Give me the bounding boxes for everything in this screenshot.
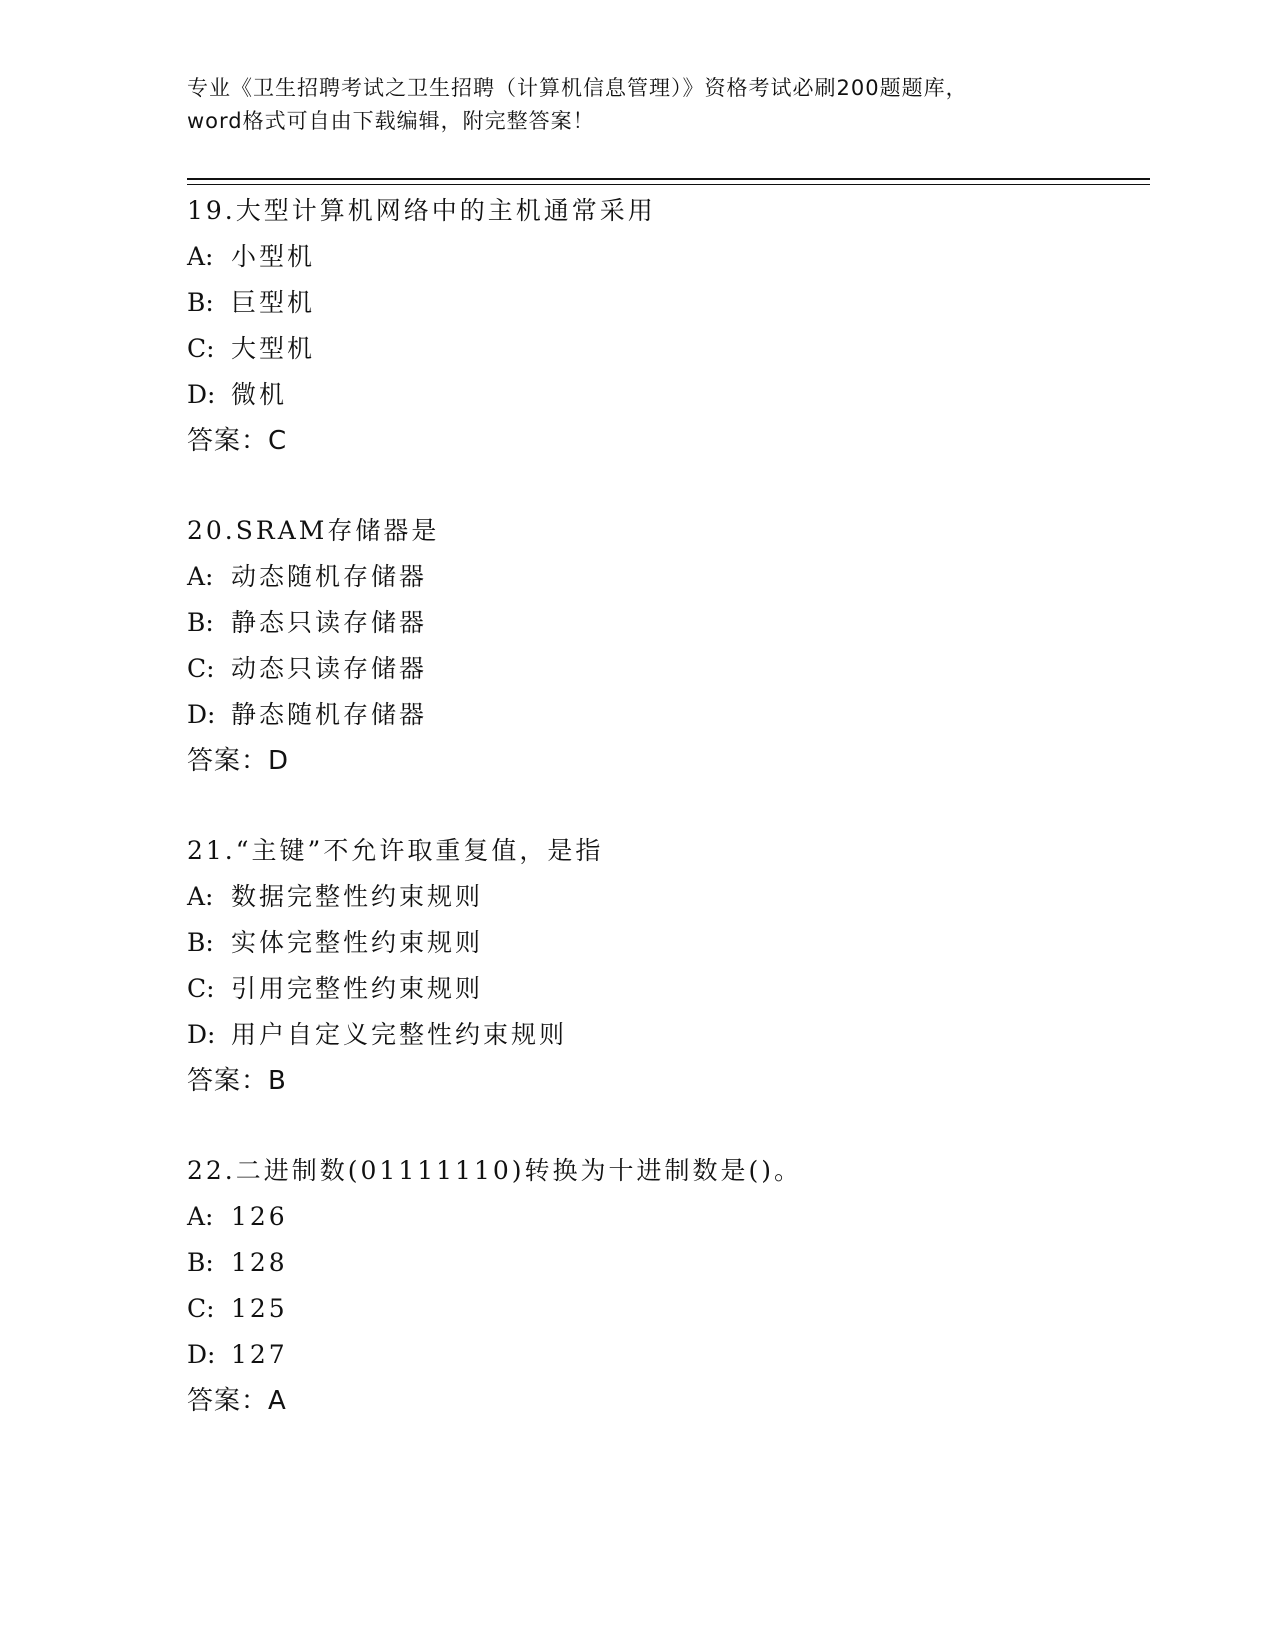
option-text: 动态随机存储器 <box>231 562 428 591</box>
answer-line: 答案：A <box>187 1386 287 1416</box>
option-text: 静态随机存储器 <box>231 700 428 729</box>
option-d <box>187 1332 1147 1378</box>
option-text: 数据完整性约束规则 <box>231 882 484 911</box>
option-letter: B: <box>187 1248 214 1277</box>
option-a <box>187 234 1147 280</box>
header-line-2: word格式可自由下载编辑，附完整答案！ <box>187 109 595 133</box>
option-text: 128 <box>231 1248 288 1277</box>
option-letter: B: <box>187 288 214 317</box>
option-text: 实体完整性约束规则 <box>231 928 484 957</box>
option-a <box>187 554 1147 600</box>
question-block-20 <box>187 508 1147 784</box>
option-c <box>187 326 1147 372</box>
option-letter: D: <box>187 1340 216 1369</box>
header-divider-thin <box>187 184 1150 185</box>
header-line-1: 专业《卫生招聘考试之卫生招聘（计算机信息管理）》资格考试必刷200题题库， <box>187 76 968 100</box>
option-letter: B: <box>187 608 214 637</box>
option-text: 巨型机 <box>231 288 316 317</box>
option-a <box>187 874 1147 920</box>
option-text: 小型机 <box>231 242 316 271</box>
option-b <box>187 280 1147 326</box>
option-letter: D: <box>187 380 216 409</box>
option-letter: D: <box>187 1020 216 1049</box>
option-letter: C: <box>187 334 215 363</box>
option-text: 大型机 <box>231 334 316 363</box>
header-divider-thick <box>187 178 1150 180</box>
document-header <box>187 72 1087 138</box>
option-text: 126 <box>231 1202 288 1231</box>
question-block-19 <box>187 188 1147 464</box>
option-text: 127 <box>231 1340 288 1369</box>
option-letter: B: <box>187 928 214 957</box>
option-b <box>187 920 1147 966</box>
option-c <box>187 966 1147 1012</box>
option-d <box>187 692 1147 738</box>
option-c <box>187 646 1147 692</box>
option-letter: A: <box>187 562 214 591</box>
option-letter: A: <box>187 1202 214 1231</box>
question-title: 19.大型计算机网络中的主机通常采用 <box>187 196 656 225</box>
option-a <box>187 1194 1147 1240</box>
option-letter: C: <box>187 654 215 683</box>
option-letter: C: <box>187 1294 215 1323</box>
question-title: 21.“主键”不允许取重复值，是指 <box>187 836 604 865</box>
option-text: 静态只读存储器 <box>231 608 428 637</box>
option-text: 动态只读存储器 <box>231 654 428 683</box>
question-block-22 <box>187 1148 1147 1424</box>
option-d <box>187 372 1147 418</box>
option-letter: A: <box>187 242 214 271</box>
option-text: 125 <box>231 1294 288 1323</box>
question-title: 22.二进制数(01111110)转换为十进制数是()。 <box>187 1156 803 1185</box>
option-text: 微机 <box>231 380 288 409</box>
option-text: 引用完整性约束规则 <box>231 974 484 1003</box>
option-letter: D: <box>187 700 216 729</box>
question-block-21 <box>187 828 1147 1104</box>
answer-line: 答案：C <box>187 426 288 456</box>
option-b <box>187 600 1147 646</box>
option-text: 用户自定义完整性约束规则 <box>231 1020 568 1049</box>
option-c <box>187 1286 1147 1332</box>
question-title: 20.SRAM存储器是 <box>187 516 440 545</box>
option-letter: A: <box>187 882 214 911</box>
option-b <box>187 1240 1147 1286</box>
answer-line: 答案：D <box>187 746 290 776</box>
option-letter: C: <box>187 974 215 1003</box>
option-d <box>187 1012 1147 1058</box>
answer-line: 答案：B <box>187 1066 287 1096</box>
